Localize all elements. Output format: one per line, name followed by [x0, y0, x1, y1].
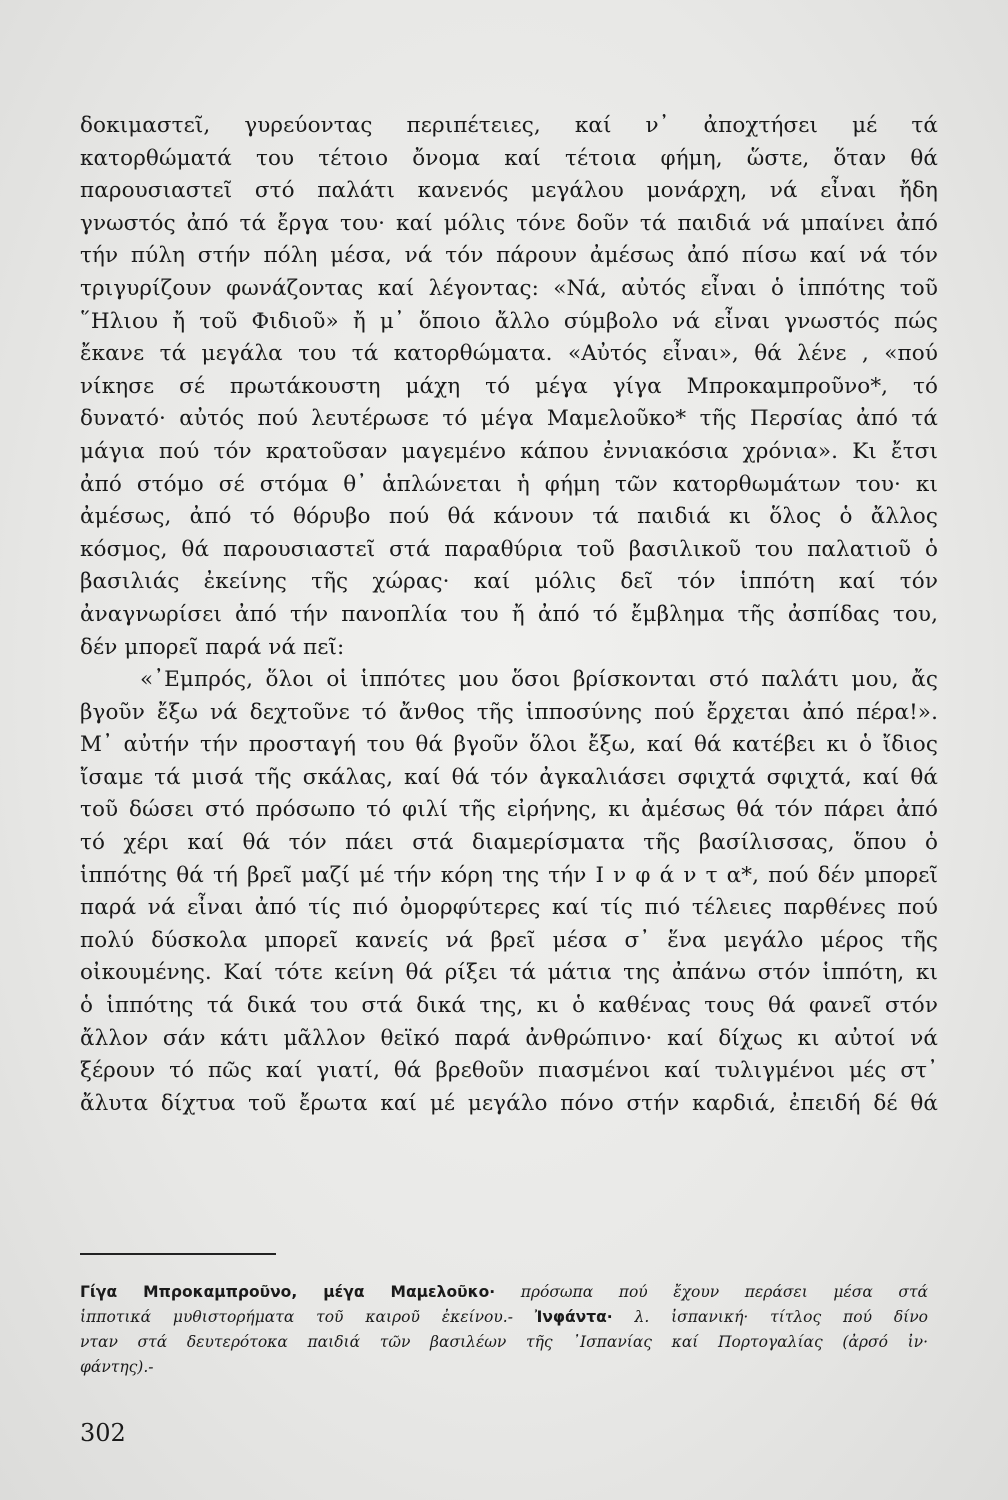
text-line: ἀμέσως, ἀπό τό θόρυβο πού θά κάνουν τά παιδιά κι ὅλος ὁ ἄλλος: [80, 504, 938, 530]
page-number: 302: [80, 1419, 126, 1447]
text-line: τήν πύλη στήν πόλη μέσα, νά τόν πάρουν ἀμέσως ἀπό πίσω καί νά τόν: [80, 243, 938, 269]
text-line: οἰκουμένης. Καί τότε κείνη θά ρίξει τά μάτια της ἀπάνω στόν ἱππότη, κι: [80, 960, 938, 986]
text-line: νίκησε σέ πρωτάκουστη μάχη τό μέγα γίγα Μπροκαμπροῦνο*, τό: [80, 373, 938, 399]
text-line: κατορθώματά του τέτοιο ὄνομα καί τέτοια φήμη, ὥστε, ὅταν θά: [80, 145, 938, 171]
text-line: ῞Ηλιου ἤ τοῦ Φιδιοῦ» ἤ μ᾽ ὅποιο ἄλλο σύμβολο νά εἶναι γνωστός πώς: [80, 308, 938, 334]
text-line: ἄλλον σάν κάτι μᾶλλον θεϊκό παρά ἀνθρώπινο· καί δίχως κι αὐτοί νά: [80, 1025, 938, 1051]
main-text-block: [80, 110, 938, 1120]
footnote-line: [80, 1280, 928, 1305]
text-line: τό χέρι καί θά τόν πάει στά διαμερίσματα τῆς βασίλισσας, ὅπου ὁ: [80, 830, 938, 856]
text-line: παρουσιαστεῖ στό παλάτι κανενός μεγάλου μονάρχη, νά εἶναι ἤδη: [80, 178, 938, 204]
text-line: δυνατό· αὐτός πού λευτέρωσε τό μέγα Μαμελοῦκο* τῆς Περσίας ἀπό τά: [80, 406, 938, 432]
text-line: ἴσαμε τά μισά τῆς σκάλας, καί θά τόν ἀγκαλιάσει σφιχτά σφιχτά, καί θά: [80, 764, 938, 790]
footnote-divider: [80, 1253, 276, 1255]
footnote-block: [80, 1280, 928, 1380]
footnote-term: Γίγα Μπροκαμπροῦνο, μέγα Μαμελοῦκο·: [80, 1283, 496, 1301]
text-line: δέν μπορεῖ παρά νά πεῖ:: [80, 634, 345, 660]
text-line: ἱππότης θά τή βρεῖ μαζί μέ τήν κόρη της τήν Ι ν φ ά ν τ α*, πού δέν μπορεῖ: [80, 862, 938, 888]
text-line: ἀπό στόμο σέ στόμα θ᾽ ἁπλώνεται ἡ φήμη τῶν κατορθωμάτων του· κι: [80, 471, 938, 497]
text-line: γνωστός ἀπό τά ἔργα του· καί μόλις τόνε δοῦν τά παιδιά νά μπαίνει ἀπό: [80, 210, 938, 236]
text-line: ξέρουν τό πῶς καί γιατί, θά βρεθοῦν πιασμένοι καί τυλιγμένοι μές στ᾽: [80, 1058, 938, 1084]
text-line: παρά νά εἶναι ἀπό τίς πιό ὀμορφύτερες καί τίς πιό τέλειες παρθένες πού: [80, 895, 938, 921]
text-line: τοῦ δώσει στό πρόσωπο τό φιλί τῆς εἰρήνης, κι ἀμέσως θά τόν πάρει ἀπό: [80, 797, 938, 823]
quote-line: βγοῦν ἔξω νά δεχτοῦνε τό ἄνθος τῆς ἱπποσύνης πού ἔρχεται ἀπό πέρα!».: [80, 699, 938, 725]
footnote-line: [80, 1305, 928, 1330]
text-line: βασιλιάς ἐκείνης τῆς χώρας· καί μόλις δεῖ τόν ἱππότη καί τόν: [80, 569, 938, 595]
footnote-term: Ἰνφάντα·: [534, 1308, 613, 1326]
text-line: ἄλυτα δίχτυα τοῦ ἔρωτα καί μέ μεγάλο πόνο στήν καρδιά, ἐπειδή δέ θά: [80, 1090, 938, 1116]
footnote-line: νταν στά δευτερότοκα παιδιά τῶν βασιλέων τῆς ᾽Ισπανίας καί Πορτογαλίας (ἀρσό ἰν·: [80, 1333, 928, 1351]
footnote-text: πρόσωπα πού ἔχουν περάσει μέσα στά: [495, 1283, 928, 1301]
text-line: ὁ ἱππότης τά δικά του στά δικά της, κι ὁ καθένας τους θά φανεῖ στόν: [80, 993, 938, 1019]
text-line: ἀναγνωρίσει ἀπό τήν πανοπλία του ἤ ἀπό τό ἔμβλημα τῆς ἀσπίδας του,: [80, 601, 938, 627]
text-line: πολύ δύσκολα μπορεῖ κανείς νά βρεῖ μέσα σ᾽ ἕνα μεγάλο μέρος τῆς: [80, 927, 938, 953]
text-line: Μ᾽ αὐτήν τήν προσταγή του θά βγοῦν ὅλοι ἔξω, καί θά κατέβει κι ὁ ἴδιος: [80, 732, 938, 758]
text-line: μάγια πού τόν κρατοῦσαν μαγεμένο κάπου ἐννιακόσια χρόνια». Κι ἔτσι: [80, 438, 938, 464]
text-line: κόσμος, θά παρουσιαστεῖ στά παραθύρια τοῦ βασιλικοῦ του παλατιοῦ ὁ: [80, 536, 938, 562]
text-line: ἔκανε τά μεγάλα του τά κατορθώματα. «Αὐτός εἶναι», θά λένε , «πού: [80, 341, 938, 367]
footnote-line: φάντης).-: [80, 1358, 154, 1376]
footnote-text: λ. ἰσπανική· τίτλος πού δίνο: [612, 1308, 929, 1326]
quote-line: «᾽Εμπρός, ὅλοι οἱ ἱππότες μου ὅσοι βρίσκονται στό παλάτι μου, ἄς: [140, 667, 938, 693]
text-line: δοκιμαστεῖ, γυρεύοντας περιπέτειες, καί ν᾽ ἀποχτήσει μέ τά: [80, 113, 938, 138]
footnote-text: ἱπποτικά μυθιστορήματα τοῦ καιροῦ ἐκείνου.-: [80, 1308, 535, 1326]
text-line: τριγυρίζουν φωνάζοντας καί λέγοντας: «Νά, αὐτός εἶναι ὁ ἱππότης τοῦ: [80, 275, 938, 301]
